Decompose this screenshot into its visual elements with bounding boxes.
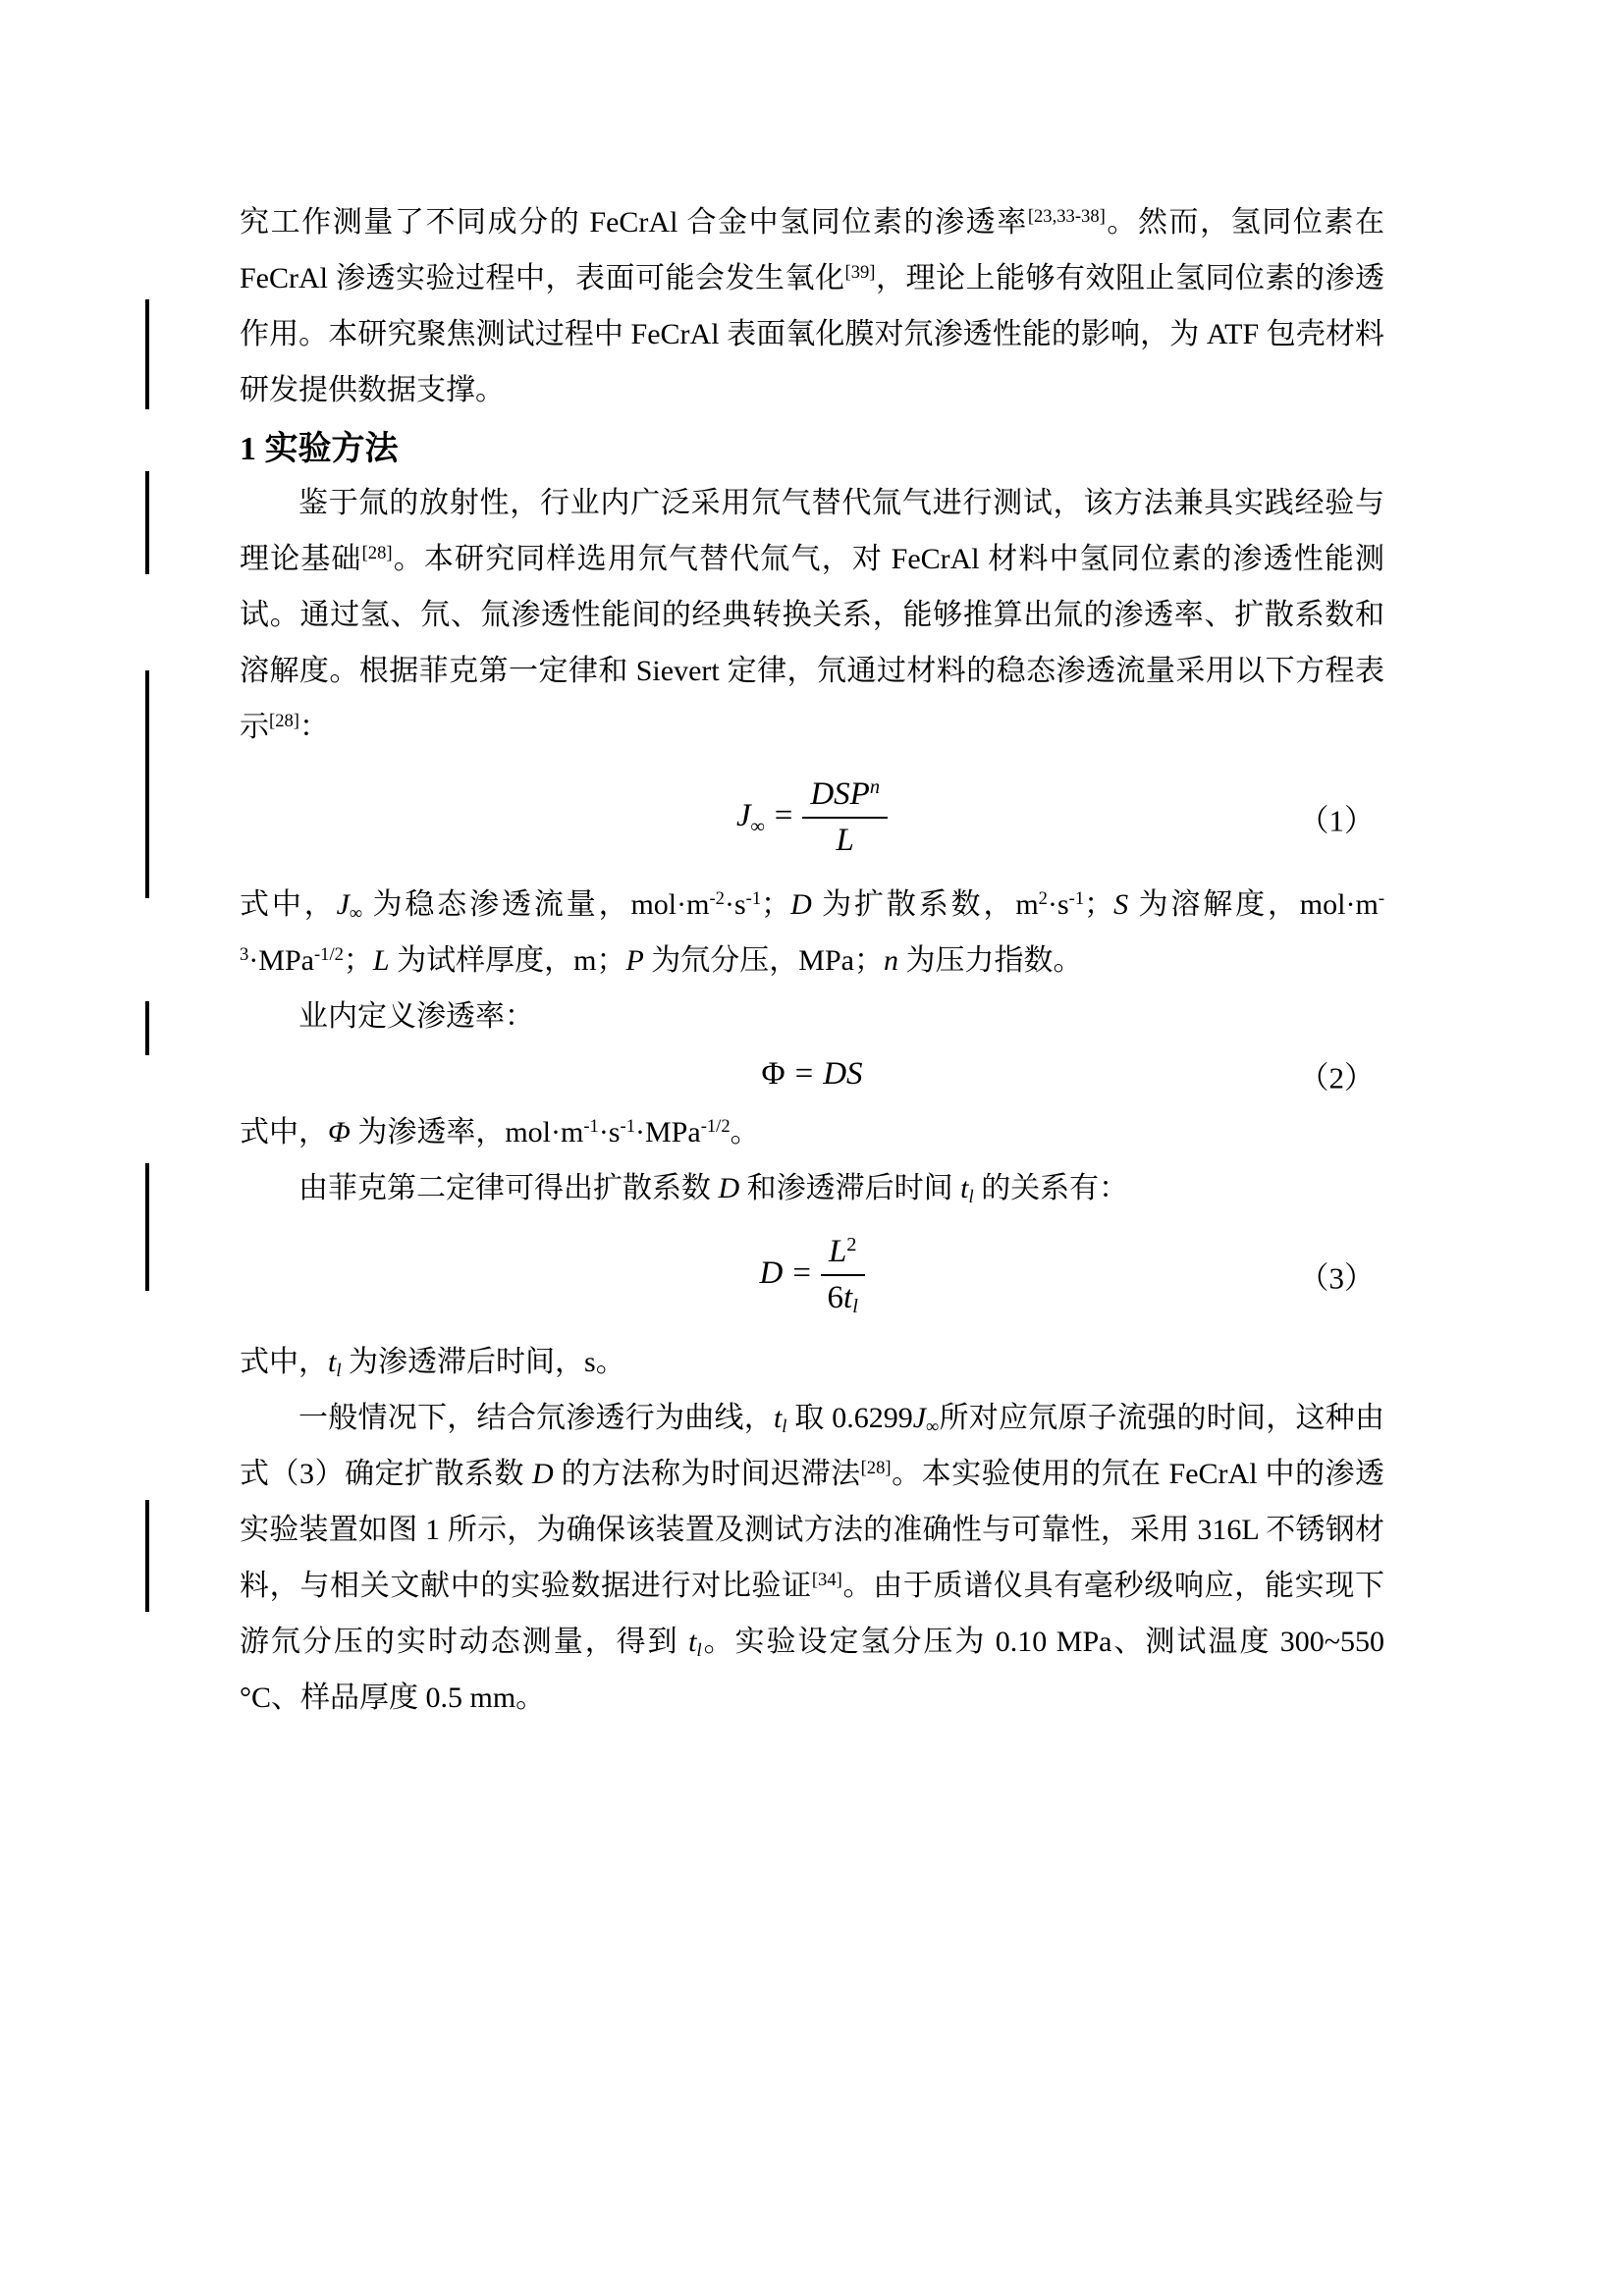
paragraph-method-overview: 鉴于氚的放射性，行业内广泛采用氘气替代氚气进行测试，该方法兼具实践经验与理论基础[28]。本研究同样选用氘气替代氚气，对 FeCrAl 材料中氢同位素的渗透性能测试。通过氢、氘、氚渗透性能间的经典转换关系，能够推算出氚的渗透率、扩散系数和溶解度。根据菲克第一定律和 Sievert 定律，氘通过材料的稳态渗透流量采用以下方程表示[28]：	[240, 487, 1385, 743]
paragraph-eq1-definitions: 式中，$J_\infty$ 为稳态渗透流量，$mol\cdot m^{-2}\cdot s^{-1}$；D 为扩散系数，$m^2\cdot s^{-1}$；S 为溶解度，$mol\cdot m^{-3}\cdot MPa^{-1/2}$；L 为试样厚度，m；P 为氘分压，MPa；n 为压力指数。	[240, 887, 1385, 977]
equation-3-formula: D = $\frac{L^2}{6t_l}$	[759, 1255, 864, 1291]
equation-number: （2）	[1298, 1060, 1375, 1095]
equation-1	[240, 769, 1384, 867]
paragraph-eq3-definitions: 式中，$t_l$ 为渗透滞后时间，s。	[240, 1346, 625, 1381]
paragraph-intro: 究工作测量了不同成分的 FeCrAl 合金中氢同位素的渗透率[23,33-38]。然而，氢同位素在 FeCrAl 渗透实验过程中，表面可能会发生氧化[39]，理论上能够有效阻止氢同位素的渗透作用。本研究聚焦测试过程中 FeCrAl 表面氧化膜对氘渗透性能的影响，为 ATF 包壳材料研发提供数据支撑。	[240, 205, 1385, 406]
change-bar	[145, 1500, 149, 1612]
equation-2-formula: Φ = DS	[761, 1056, 863, 1092]
change-bar	[145, 1001, 149, 1055]
text-column	[240, 0, 1384, 1726]
change-bar	[145, 299, 149, 409]
equation-number: （1）	[1298, 803, 1375, 838]
equation-3	[240, 1226, 1384, 1324]
paragraph-ficks-second-law: 由菲克第二定律可得出扩散系数 D 和渗透滞后时间 $t_l$ 的关系有：	[298, 1172, 1129, 1207]
paragraph-experiment-setup: 一般情况下，结合氘渗透行为曲线，$t_l$ 取 $0.6299J_\infty$所对应氘原子流强的时间，这种由式（3）确定扩散系数 D 的方法称为时间迟滞法[28]。本实验使用的氘在 FeCrAl 中的渗透实验装置如图 1 所示，为确保该装置及测试方法的准确性与可靠性，采用 316L 不锈钢材料，与相关文献中的实验数据进行对比验证[34]。由于质谱仪具有毫秒级响应，能实现下游氘分压的实时动态测量，得到 $t_l$。实验设定氢分压为 0.10 MPa、测试温度 300~550 °C、样品厚度 0.5 mm。	[240, 1402, 1385, 1714]
change-bar	[145, 1163, 149, 1291]
paragraph-eq2-definitions: 式中，Φ 为渗透率，$mol\cdot m^{-1}\cdot s^{-1}\cdot MPa^{-1/2}$。	[240, 1115, 760, 1148]
equation-2	[240, 1052, 1384, 1096]
paragraph-permeability-def: 业内定义渗透率：	[298, 1000, 534, 1033]
change-bar	[145, 670, 149, 898]
equation-1-formula: $J_\infty$ = $\frac{DSP^n}{L}$	[736, 798, 888, 833]
fraction: $\frac{DSP^n}{L}$	[802, 776, 888, 859]
equation-number: （3）	[1298, 1260, 1375, 1296]
change-bar	[145, 471, 149, 574]
fraction: $\frac{L^2}{6t_l}$	[821, 1234, 865, 1316]
section-heading: 1 实验方法	[240, 431, 399, 467]
